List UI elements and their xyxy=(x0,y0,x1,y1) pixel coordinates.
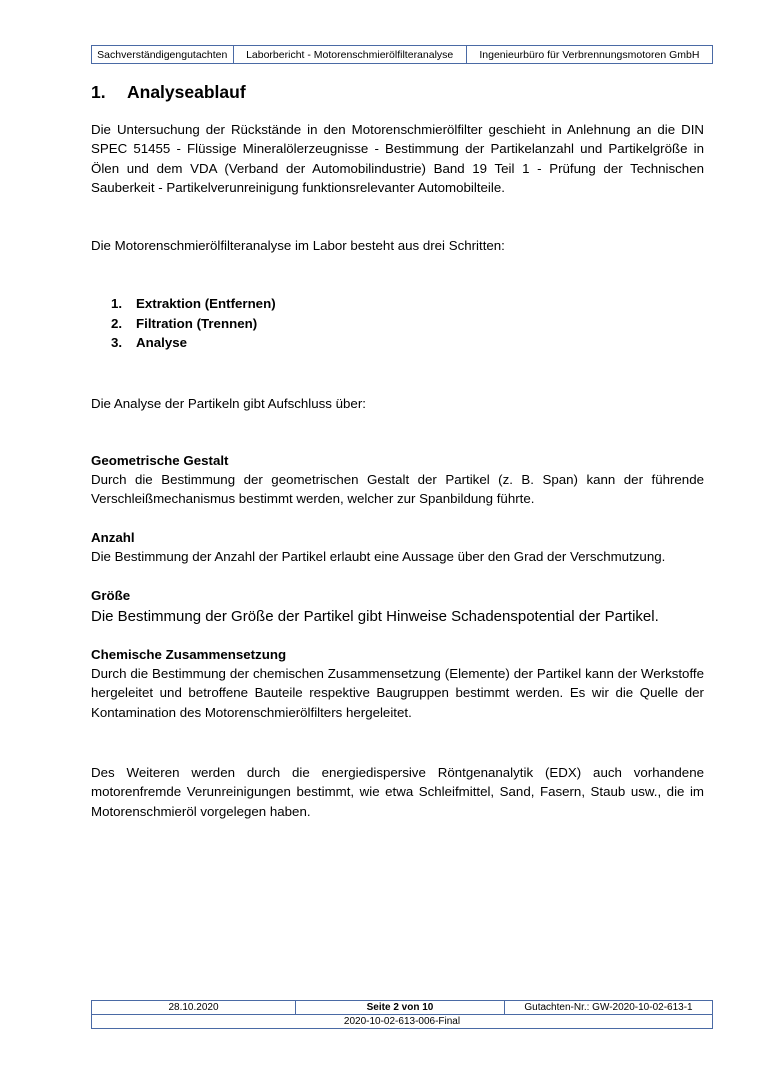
section-title: Analyseablauf xyxy=(127,82,246,102)
step-label: Extraktion (Entfernen) xyxy=(136,296,276,311)
list-item xyxy=(111,294,276,314)
subsection-text: Die Bestimmung der Anzahl der Partikel erlaubt eine Aussage über den Grad der Verschmutzung. xyxy=(91,549,666,564)
list-item xyxy=(111,333,276,353)
page-header xyxy=(91,45,713,64)
subsection-chemical-composition xyxy=(91,645,704,722)
intro-paragraph: Die Untersuchung der Rückstände in den Motorenschmierölfilter geschieht in Anlehnung an die DIN SPEC 51455 - Flüssige Mineralölerzeugnisse - Bestimmung der Partikelanzahl und Partikelgröße in Ölen und dem VDA (Verband der Automobilindustrie) Band 19 Teil 1 - Prüfung der Technischen Sauberkeit - Partikelverunreinigung funktionsrelevanter Automobilteile. xyxy=(91,122,704,196)
step-number: 3. xyxy=(111,335,123,351)
page-footer xyxy=(91,1000,713,1029)
step-label: Filtration (Trennen) xyxy=(136,315,258,331)
subsection-heading: Anzahl xyxy=(91,530,135,545)
section-number: 1. xyxy=(91,82,106,102)
subsection-count xyxy=(91,528,704,566)
footer-row xyxy=(92,1001,712,1014)
footer-document-id: 2020-10-02-613-006-Final xyxy=(343,1016,461,1027)
analysis-intro-paragraph: Die Analyse der Partikeln gibt Aufschluss über: xyxy=(91,396,366,411)
subsection-heading: Größe xyxy=(91,588,131,603)
subsection-heading: Chemische Zusammensetzung xyxy=(91,647,287,662)
header-document-type: Sachverständigengutachten xyxy=(97,48,228,61)
steps-list xyxy=(111,294,276,353)
steps-intro-paragraph: Die Motorenschmierölfilteranalyse im Labor besteht aus drei Schritten: xyxy=(91,238,505,253)
footer-row xyxy=(92,1014,712,1028)
footer-report-number: Gutachten-Nr.: GW-2020-10-02-613-1 xyxy=(504,1001,712,1014)
header-report-title: Laborbericht - Motorenschmierölfilteranalyse xyxy=(233,46,466,63)
subsection-text: Die Bestimmung der Größe der Partikel gibt Hinweise Schadenspotential der Partikel. xyxy=(91,608,659,625)
footer-date: 28.10.2020 xyxy=(168,1002,219,1013)
step-label: Analyse xyxy=(136,335,187,351)
header-company-name: Ingenieurbüro für Verbrennungsmotoren GmbH xyxy=(466,46,712,63)
footer-page-number: Seite 2 von 10 xyxy=(295,1001,504,1014)
list-item xyxy=(111,314,276,334)
subsection-size xyxy=(91,586,704,627)
section-heading xyxy=(91,82,246,103)
subsection-text: Durch die Bestimmung der geometrischen Gestalt der Partikel (z. B. Span) kann der führende Verschleißmechanismus bestimmt werden, welcher zur Spanbildung führte. xyxy=(91,472,704,507)
subsection-geometric-shape xyxy=(91,451,704,509)
step-number: 2. xyxy=(111,315,123,331)
subsection-heading: Geometrische Gestalt xyxy=(91,453,229,468)
subsection-text: Durch die Bestimmung der chemischen Zusammensetzung (Elemente) der Partikel kann der Werkstoffe hergeleitet und betroffene Bauteile respektive Baugruppen bestimmt werden. Es wir die Quelle der Kontamination des Motorenschmierölfilters hergeleitet. xyxy=(91,666,704,720)
step-number: 1. xyxy=(111,296,123,311)
final-paragraph: Des Weiteren werden durch die energiedispersive Röntgenanalytik (EDX) auch vorhandene motorenfremde Verunreinigungen bestimmt, wie etwa Schleifmittel, Sand, Fasern, Staub usw., die im Motorenschmieröl vorgelegen haben. xyxy=(91,765,704,819)
